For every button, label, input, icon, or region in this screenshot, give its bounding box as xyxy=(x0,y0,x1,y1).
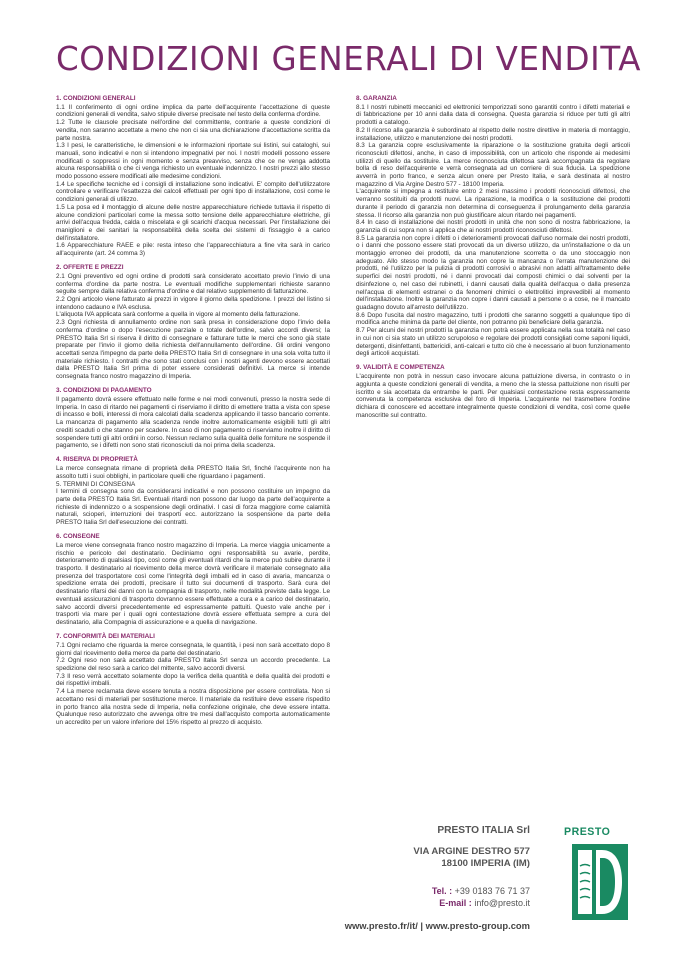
section-paragraph: Il pagamento dovrà essere effettuato nelle forme e nei modi convenuti, presso la nostra sede di Imperia. In caso di ritardo nei pagamenti ci riserviamo il diritto di emettere tratta a vista con spese di incasso e bolli, interessi di mora calcolati dalla scadenza applicando il tasso bancario corrente. La mancanza di pagamento alla scadenza rende inoltre automaticamente esigibili tutti gli altri crediti scaduti o che stanno per scadere. In caso di non pagamento ci riserviamo inoltre il diritto di sospendere tutti gli altri ordini in corso. Nessun reclamo sulla qualità delle forniture ne sospende il pagamento, se i difetti non sono stati riconosciuti da noi prima della scadenza. xyxy=(56,396,330,450)
company-footer xyxy=(346,824,636,944)
section-paragraph: L'acquirente non potrà in nessun caso invocare alcuna pattuizione diversa, in contrasto o in aggiunta a queste condizioni generali di vendita, a meno che la stessa pattuizione non risulti per iscritto e sia accettata da entrambe le parti. Per qualsiasi contestazione resta espressamente convenuta la competenza esclusiva del foro di Imperia. L'acquirente nel trasmettere l'ordine dichiara di conoscere ed accettare integralmente queste condizioni di vendita, così come quelle manoscritte sul contratto. xyxy=(356,373,630,419)
section-heading: 4. RISERVA DI PROPRIETÀ xyxy=(56,456,138,464)
section-2-offerte-e-prezzi xyxy=(56,264,330,381)
section-paragraph: 2.2 Ogni articolo viene fatturato ai prezzi in vigore il giorno della spedizione. I prezzi del listino si intendono cadauno e IVA esclusa. xyxy=(56,296,330,311)
section-paragraph: 8.4 In caso di installazione dei nostri prodotti in unità che non sono di nostra fabbricazione, la garanzia di cui sopra non si applica che ai nostri prodotti riconosciuti difettosi. xyxy=(356,219,630,234)
section-paragraph: L'acquirente si impegna a restituire entro 2 mesi massimo i prodotti riconosciuti difettosi, che verranno sostituiti da prodotti nuovi. La riparazione, la modifica o la sostituzione dei prodotti durante il periodo di garanzia non determina di conseguenza il prolungamento della garanzia stessa. Il ricorso alla garanzia non può giustificare alcun ritardo nei pagamenti. xyxy=(356,188,630,219)
section-paragraph: 1.5 La posa ed il montaggio di alcune delle nostre apparecchiature richiede tuttavia il rispetto di alcune condizioni particolari come la messa sotto tensione delle apparecchiature elettriche, gli arrivi dell'acqua fredda, calda o miscelata e gli scarichi d'acqua necessari. Per l'installazione dei maniglioni e dei sanitari la responsabilità della scelta dei sistemi di fissaggio è a carico dell'installatore. xyxy=(56,203,330,242)
section-paragraph: La merce consegnata rimane di proprietà della PRESTO Italia Srl, finché l'acquirente non ha assolto tutti i suoi obblighi, in particolare quelli che riguardano i pagamenti. xyxy=(56,465,330,480)
company-contacts xyxy=(432,886,530,909)
section-heading: 9. VALIDITÀ E COMPETENZA xyxy=(356,364,445,372)
address-city: 18100 IMPERIA (IM) xyxy=(441,857,530,869)
section-paragraph: La merce viene consegnata franco nostro magazzino di Imperia. La merce viaggia unicamente a rischio e pericolo del destinatario. Decliniamo ogni responsabilità su avarie, perdite, deterioramento di qualsiasi tipo, così come gli eventuali ritardi che la merce può subire durante il trasporto. Il destinatario al ricevimento della merce dovrà verificare il materiale consegnato alla presenza del trasportatore così come l'integrità degli imballi ed in caso di avaria, mancanza o spedizione errata dei prodotti, precisare il tutto sui documenti di trasporto. Sarà cura del destinatario rifarsi dei danni con la compagnia di trasporto, nelle modalità previste dalla legge. Le eventuali assicurazioni di trasporto dovranno essere effettuate a cura e a carico del destinatario, salvo accordi diversi precedentemente ed espressamente pattuiti. Questo vale anche per i trasporti via mare per i quali ogni contestazione dovrà essere effettuata sempre a cura del destinatario, alla Compagnia di assicurazione e a quella di navigazione. xyxy=(56,541,330,626)
section-paragraph: 1.6 Apparecchiature RAEE e pile: resta inteso che l'apparecchiatura a fine vita sarà in carico all'acquirente (art. 24 comma 3) xyxy=(56,242,330,258)
section-3-condizioni-di-pagamento xyxy=(56,387,330,450)
section-heading: 6. CONSEGNE xyxy=(56,533,100,541)
section-paragraph: 5. TERMINI DI CONSEGNA xyxy=(56,480,136,488)
section-paragraph: 2.3 Ogni richiesta di annullamento ordine non sarà presa in considerazione dopo l'invio della conferma d'ordine o dopo l'esecuzione parziale o totale dell'ordine, salvo accordi diversi; la PRESTO Italia Srl si riserva il diritto di consegnare e fatturare tutte le merci che sono già state preparate per l'invio il giorno della richiesta dell'annullamento dell'ordine. Gli ordini vengono accettati senza l'impegno da parte della PRESTO Italia Srl di consegnare in una sola volta tutto il materiale richiesto. I contratti che sono stati conclusi con i nostri agenti devono essere accettati dalla PRESTO Italia Srl prima di poter essere considerati definitivi. La merce si intende consegnata franco nostro magazzino di Imperia. xyxy=(56,319,330,381)
section-heading: 2. OFFERTE E PREZZI xyxy=(56,264,124,272)
section-paragraph: 7.2 Ogni reso non sarà accettato dalla PRESTO Italia Srl senza un accordo precedente. La spedizione del reso sarà a carico del mittente, salvo accordi diversi. xyxy=(56,657,330,673)
email-value[interactable]: info@presto.it xyxy=(474,897,530,908)
phone-label: Tel. : xyxy=(431,886,453,896)
section-1-condizioni-generali xyxy=(56,95,330,258)
section-7-conformita-dei-materiali xyxy=(56,633,330,726)
right-column xyxy=(356,95,630,426)
phone-row xyxy=(432,886,530,898)
section-paragraph: 8.1 I nostri rubinetti meccanici ed elettronici temporizzati sono garantiti contro i difetti materiali e di fabbricazione per 10 anni dalla data di consegna. Questa garanzia si riduce per tutti gli altri prodotti a catalogo. xyxy=(356,103,630,127)
section-paragraph: 8.6 Dopo l'uscita dal nostro magazzino, tutti i prodotti che saranno soggetti a qualunque tipo di modifica anche minima da parte del cliente, non potranno più beneficiare della garanzia. xyxy=(356,311,630,327)
section-paragraph: 8.5 La garanzia non copre i difetti o i deterioramenti provocati dall'uso normale dei nostri prodotti, o i danni che possono essere stati provocati da un diverso utilizzo, da un'installazione o da un montaggio erroneo dei prodotti, da una manutenzione scorretta o da uno stoccaggio non adeguato. Allo stesso modo la garanzia non copre la mancanza o l'errata manutenzione dei prodotti, né l'utilizzo per la pulizia di prodotti corrosivi o abrasivi non adatti all'trattamento delle superfici dei nostri prodotti, né i danni provocati dai composti chimici o dai solventi per la disinfezione o, nel caso dei rubinetti, i danni causati dalla qualità dell'acqua o dalla presenza nell'acqua di elementi estranei o da fenomeni chimici o elettrolitici imprevedibili al momento dell'installazione. Inoltre la garanzia non copre i danni causati a persone o a cose, ne il mancato guadagno dovuto all'arresto dell'utilizzo. xyxy=(356,234,630,311)
section-paragraph: 8.3 La garanzia copre esclusivamente la riparazione o la sostituzione gratuita degli articoli riconosciuti difettosi, anche, in caso di impossibilità, con un articolo che risponde ai medesimi utilizzi di quello da sostituire. La merce riconosciuta difettosa sarà accompagnata da regolare bolla di reso dell'acquirente e verrà consegnata ad un corriere di sua fiducia. La spedizione avverrà in porto franco, e senza alcun onere per Presto Italia, e sarà destinata al nostro magazzino di Via Argine Destro 577 - 18100 Imperia. xyxy=(356,142,630,188)
section-heading: 3. CONDIZIONI DI PAGAMENTO xyxy=(56,387,152,395)
section-paragraph: 2.1 Ogni preventivo ed ogni ordine di prodotti sarà considerato accettato previo l'invio di una conferma d'ordine da parte nostra. Le eventuali modifiche supplementari richieste saranno seguite sempre dalla relativa conferma d'ordine e dal relativo supplemento di fatturazione. xyxy=(56,272,330,296)
presto-logo-icon xyxy=(570,842,630,922)
section-paragraph: 8.2 Il ricorso alla garanzia è subordinato al rispetto delle nostre direttive in materia di montaggio, installazione, utilizzo e manutenzione dei nostri prodotti. xyxy=(356,126,630,142)
website-links[interactable]: www.presto.fr/it/ | www.presto-group.com xyxy=(344,920,530,931)
document-title: CONDIZIONI GENERALI DI VENDITA xyxy=(56,40,642,78)
company-name: PRESTO ITALIA Srl xyxy=(437,825,530,836)
address-street: VIA ARGINE DESTRO 577 xyxy=(413,846,530,857)
section-6-consegne xyxy=(56,533,330,626)
section-paragraph: I termini di consegna sono da considerarsi indicativi e non possono costituire un impegno da parte della PRESTO Italia Srl. Eventuali ritardi non possono dar luogo da parte dell'acquirente a richieste di indennizzo o a sospensione degli ordinativi. I casi di forza maggiore come calamità naturali, scioperi, interruzioni dei trasporti ecc. autorizzano la sospensione da parte della PRESTO Italia Srl dell'esecuzione dei contratti. xyxy=(56,488,330,527)
section-paragraph: 7.4 La merce reclamata deve essere tenuta a nostra disposizione per essere controllata. Non si accettano resi di materiali per sostituzione merce. Il materiale da restituire deve essere rispedito in porto franco alla nostra sede di Imperia, nella confezione originale, che deve essere intatta. Qualunque reso autorizzato che avvenga oltre tre mesi dall'acquisto comporta automaticamente un accredito per un valore inferiore del 15% rispetto al prezzo di acquisto. xyxy=(56,688,330,726)
section-paragraph: 1.1 Il conferimento di ogni ordine implica da parte dell'acquirente l'accettazione di queste condizioni generali di vendita, salvo stipule diverse precisate nel testo della conferma d'ordine. xyxy=(56,103,330,119)
company-address xyxy=(413,846,530,869)
section-paragraph: 1.2 Tutte le clausole precisate nell'ordine del committente, contrarie a queste condizioni di vendita, non saranno accettate a meno che non ci sia una dichiarazione d'accettazione scritta da parte nostra. xyxy=(56,119,330,142)
section-paragraph: 8.7 Per alcuni dei nostri prodotti la garanzia non potrà essere applicata nella sua totalità nel caso in cui non ci sia stato un utilizzo scrupoloso e regolare dei prodotti consigliati come saponi liquidi, detergenti, disinfettanti, battericidi, anti-calcari e tutto ciò che è necessario al buon funzionamento degli articoli acquistati. xyxy=(356,327,630,358)
email-label: E-mail : xyxy=(439,897,472,908)
section-paragraph: 7.1 Ogni reclamo che riguarda la merce consegnata, le quantità, i pesi non sarà accettato dopo 8 giorni dal ricevimento della merce da parte del destinatario. xyxy=(56,641,330,657)
section-paragraph: 1.3 I pesi, le caratteristiche, le dimensioni e le informazioni riportate sui listini, sui cataloghi, sui manuali, sono indicativi e non si intendono impegnativi per noi. I nostri modelli possono essere modificati o soppressi in ogni momento e senza preavviso, senza che ce ne venga addotta alcuna responsabilità o che ci venga richiesto un eventuale indennizzo. I nostri prezzi allo stesso modo possono essere modificati alle medesime condizioni. xyxy=(56,142,330,181)
section-8-garanzia xyxy=(356,95,630,358)
section-paragraph: L'aliquota IVA applicata sarà conforme a quella in vigore al momento della fatturazione. xyxy=(56,311,301,319)
section-9-validita-e-competenza xyxy=(356,364,630,419)
section-paragraph: 1.4 Le specifiche tecniche ed i consigli di installazione sono indicativi. E' compito dell'utilizzatore controllare e verificare l'esattezza dei calcoli effettuati per ogni tipo di installazione, così come le condizioni generali di utilizzo. xyxy=(56,180,330,204)
section-4-riserva-di-proprieta xyxy=(56,456,330,526)
section-heading: 8. GARANZIA xyxy=(356,95,397,102)
email-row xyxy=(432,898,530,910)
section-heading: 7. CONFORMITÀ DEI MATERIALI xyxy=(56,633,155,641)
brand-name: PRESTO xyxy=(564,826,611,838)
phone-value: +39 0183 76 71 37 xyxy=(454,886,530,896)
section-heading: 1. CONDIZIONI GENERALI xyxy=(56,95,136,102)
left-column xyxy=(56,95,330,733)
section-paragraph: 7.3 Il reso verrà accettato solamente dopo la verifica della quantità e della qualità dei prodotti e dei rispettivi imballi. xyxy=(56,672,330,688)
